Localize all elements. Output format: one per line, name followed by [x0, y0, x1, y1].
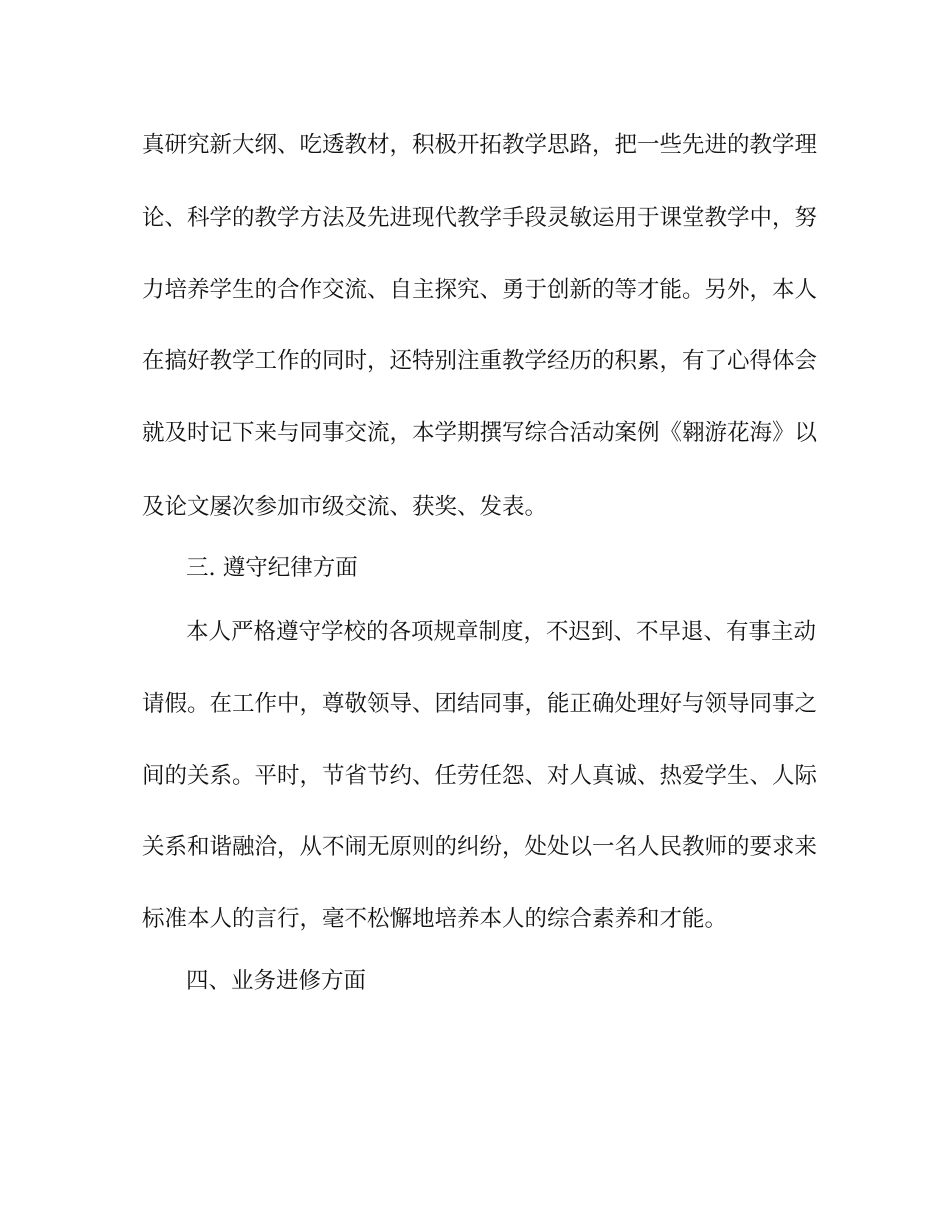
body-text-line: 标准本人的言行，毫不松懈地培养本人的综合素养和才能。: [142, 906, 728, 932]
body-text-line: 论、科学的教学方法及先进现代教学手段灵敏运用于课堂教学中，努: [142, 205, 818, 231]
section-heading: 四、业务进修方面: [186, 968, 367, 994]
body-text-line: 间的关系。平时，节省节约、任劳任怨、对人真诚、热爱学生、人际: [142, 763, 818, 789]
body-text-line: 真研究新大纲、吃透教材，积极开拓教学思路，把一些先进的教学理: [142, 132, 818, 158]
body-text-line: 关系和谐融洽，从不闹无原则的纠纷，处处以一名人民教师的要求来: [142, 834, 818, 860]
body-text-line: 请假。在工作中，尊敬领导、团结同事，能正确处理好与领导同事之: [142, 691, 818, 717]
body-text-line: 就及时记下来与同事交流，本学期撰写综合活动案例《翱游花海》以: [142, 420, 818, 446]
section-heading: 三. 遵守纪律方面: [186, 555, 358, 581]
body-text-line: 在搞好教学工作的同时，还特别注重教学经历的积累，有了心得体会: [142, 348, 818, 374]
body-text-line: 力培养学生的合作交流、自主探究、勇于创新的等才能。另外，本人: [142, 277, 818, 303]
body-text-line: 本人严格遵守学校的各项规章制度，不迟到、不早退、有事主动: [186, 619, 817, 645]
body-text-line: 及论文屡次参加市级交流、获奖、发表。: [142, 494, 548, 520]
